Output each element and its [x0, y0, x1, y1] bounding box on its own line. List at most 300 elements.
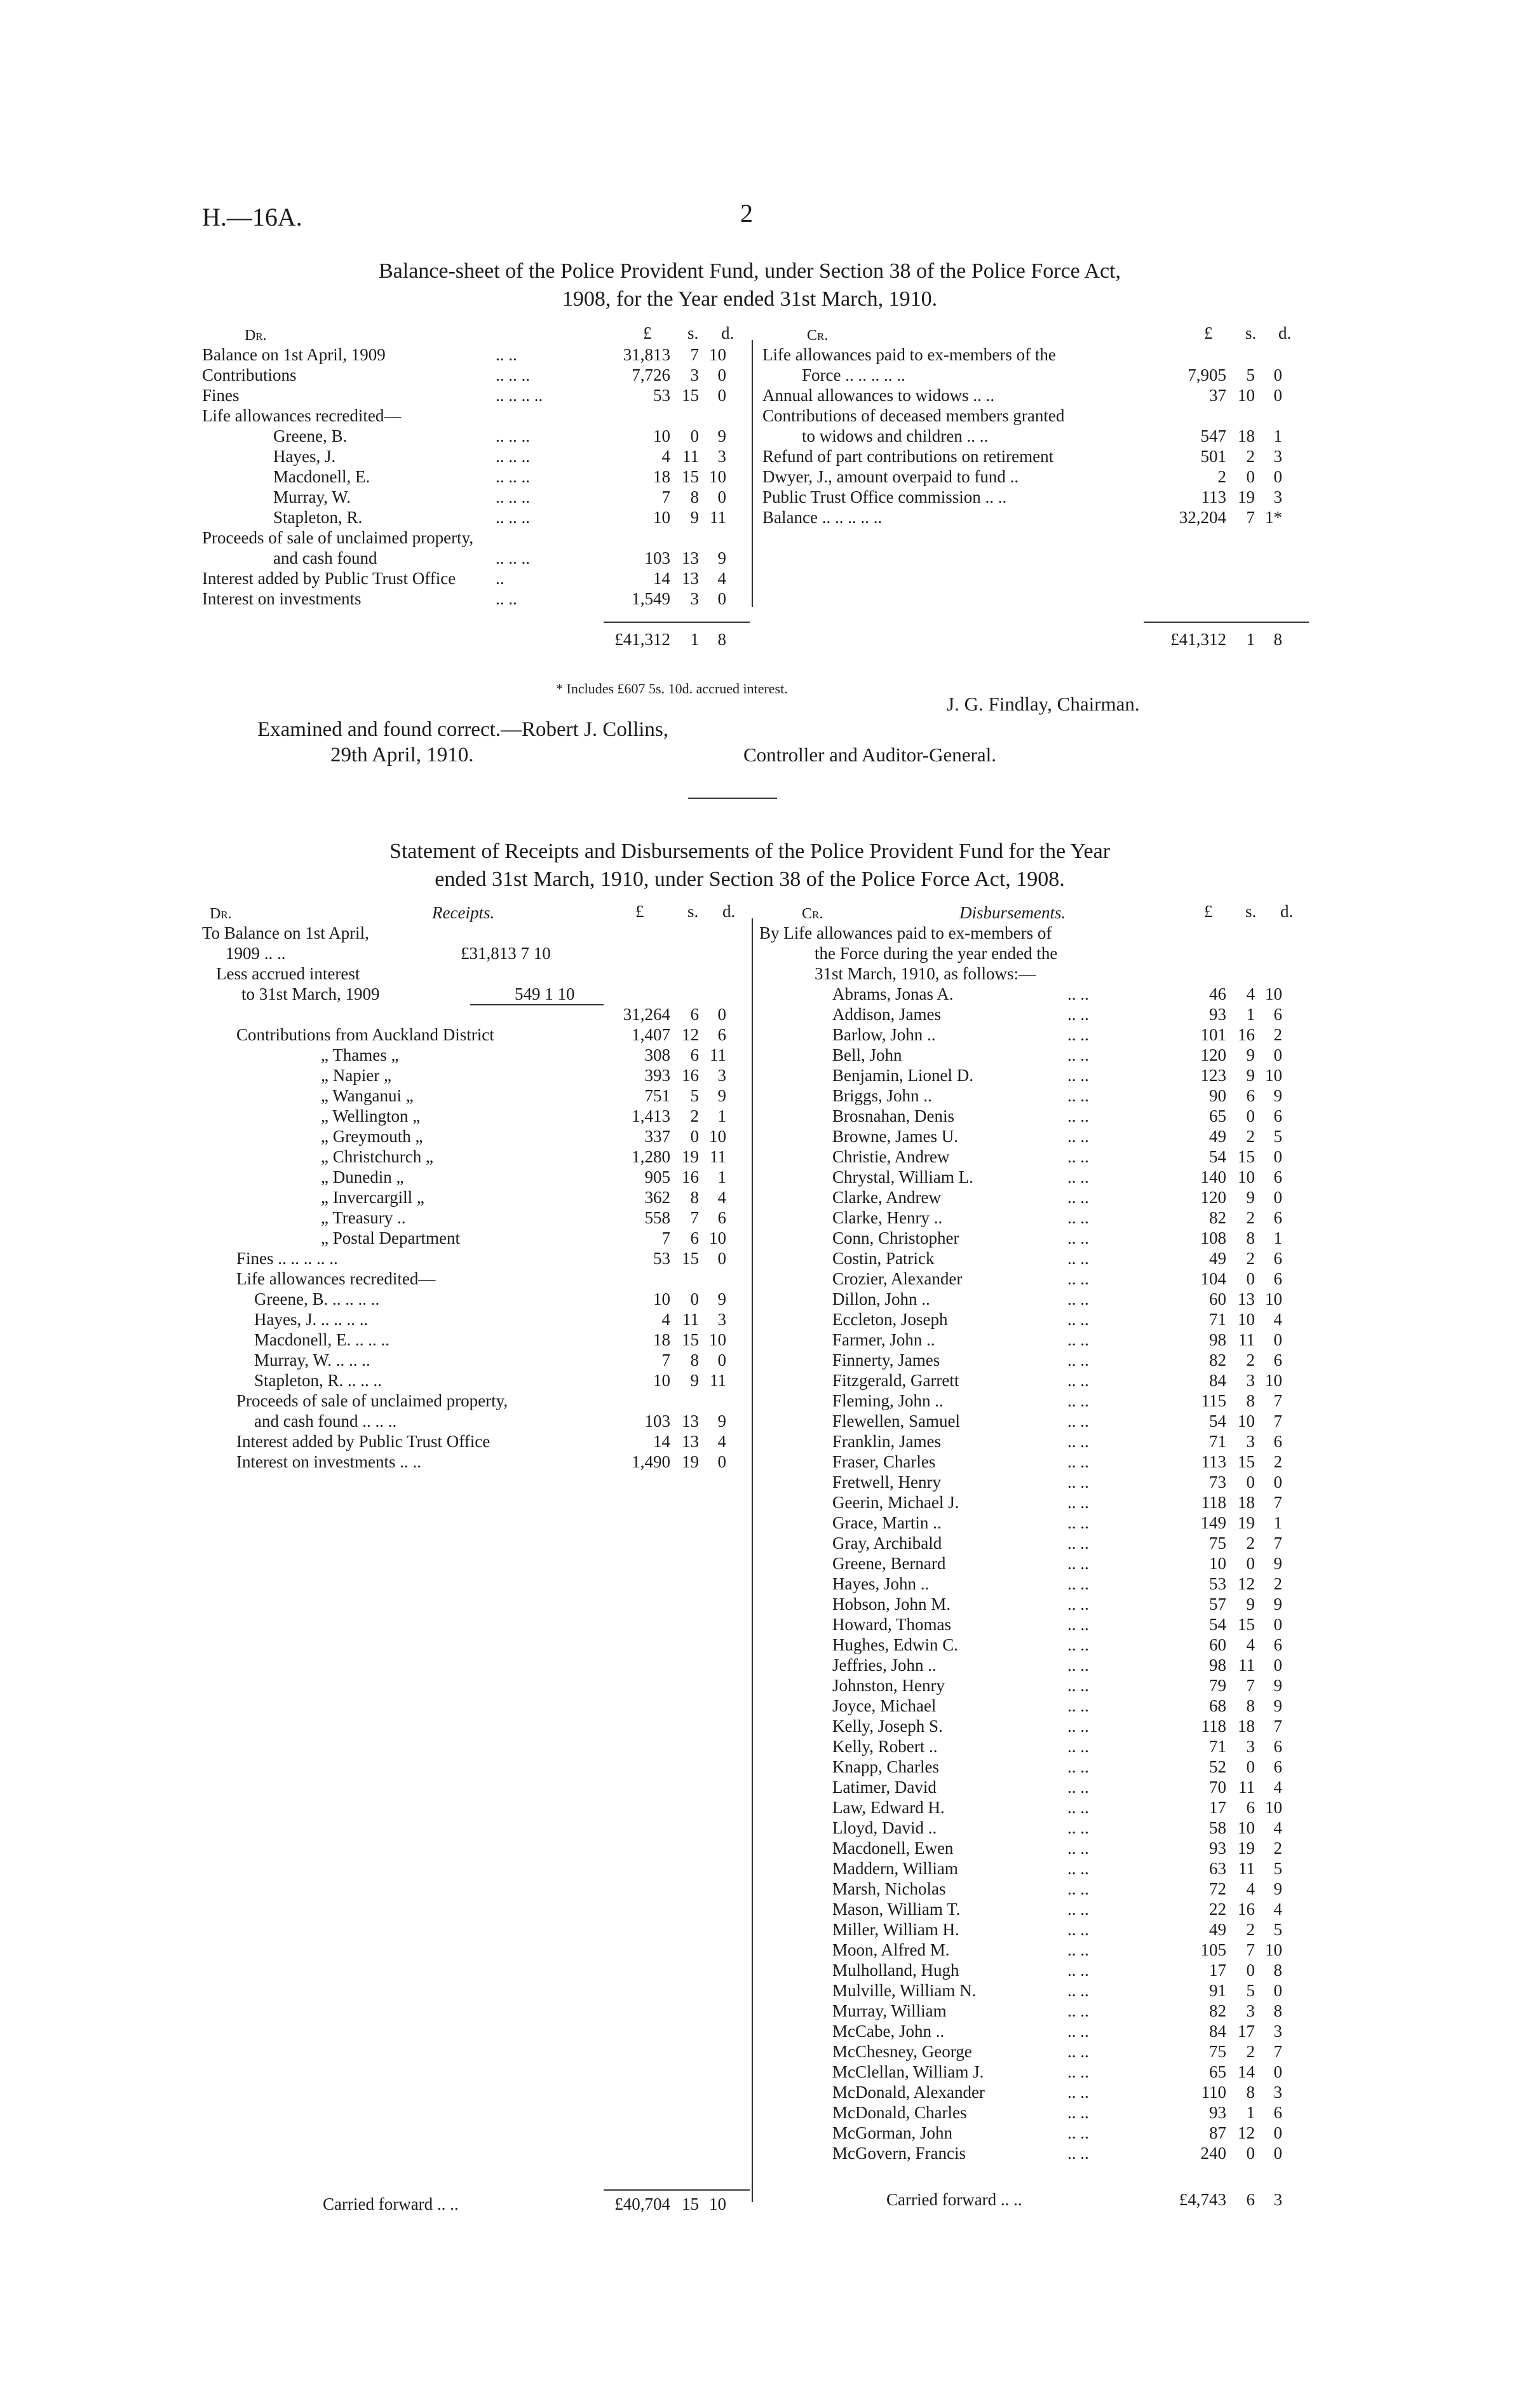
disbursement-dots: .. ..: [1067, 1940, 1089, 1959]
disbursement-shillings: 11: [1238, 1859, 1255, 1878]
disbursement-pence: 0: [1273, 1656, 1282, 1675]
disbursement-pounds: 115: [1201, 1391, 1226, 1410]
cr-total-shillings: 1: [1246, 630, 1255, 649]
receipt-row-label: and cash found .. .. ..: [254, 1411, 397, 1431]
disbursement-pounds: 46: [1209, 984, 1226, 1003]
receipt-row-pounds: 53: [653, 1249, 670, 1268]
disb-intro-line: 31st March, 1910, as follows:—: [815, 964, 1036, 983]
receipt-row-pounds: 7: [661, 1228, 670, 1248]
disbursement-pounds: 49: [1209, 1249, 1226, 1268]
dr-row-shillings: 0: [690, 426, 699, 446]
receipt-row-pence: 10: [709, 1330, 726, 1349]
cr-row-pence: 0: [1273, 386, 1282, 405]
st-dr-label: Dr.: [210, 906, 232, 922]
disbursement-dots: .. ..: [1067, 1595, 1089, 1614]
disbursement-pounds: 10: [1209, 1554, 1226, 1573]
disbursement-dots: .. ..: [1067, 1737, 1089, 1756]
receipt-row-pence: 1: [717, 1106, 726, 1126]
disbursement-pounds: 53: [1209, 1574, 1226, 1593]
disbursement-pence: 9: [1273, 1554, 1282, 1573]
dr-row-dots: .. ..: [496, 345, 517, 364]
disbursement-shillings: 19: [1238, 1839, 1255, 1858]
disbursement-dots: .. ..: [1067, 1391, 1089, 1410]
auditor: Controller and Auditor-General.: [743, 744, 996, 766]
dr-row-label: Greene, B.: [273, 426, 348, 446]
footnote: * Includes £607 5s. 10d. accrued interest.: [556, 681, 788, 697]
dr-row-pounds: 1,549: [632, 589, 670, 608]
disbursement-name: McDonald, Alexander: [832, 2083, 985, 2102]
receipt-row-pounds: 393: [644, 1066, 670, 1085]
dr-row-pence: 0: [717, 386, 726, 405]
cr-row-label: Life allowances paid to ex-members of the: [762, 345, 1056, 364]
receipt-row-shillings: 13: [682, 1411, 699, 1431]
disbursement-name: Kelly, Joseph S.: [832, 1717, 943, 1736]
cr-row-pence: 0: [1273, 365, 1282, 384]
document-ref: H.—16A.: [202, 203, 302, 231]
receipt-row-shillings: 13: [682, 1432, 699, 1451]
receipt-row-pounds: 905: [644, 1167, 670, 1187]
receipt-row-pounds: 14: [653, 1432, 670, 1451]
receipt-row-label: „ Treasury ..: [321, 1208, 406, 1227]
disbursement-name: Costin, Patrick: [832, 1249, 935, 1268]
cr-row-shillings: 7: [1246, 508, 1255, 527]
cr-row-shillings: 10: [1238, 386, 1255, 405]
disbursement-pounds: 71: [1209, 1737, 1226, 1756]
disbursement-dots: .. ..: [1067, 1574, 1089, 1593]
disbursement-shillings: 0: [1246, 1757, 1255, 1776]
disbursement-dots: .. ..: [1067, 1534, 1089, 1553]
disbursement-pounds: 105: [1200, 1940, 1226, 1959]
disbursement-pence: 7: [1273, 1534, 1282, 1553]
dr-row-pence: 10: [709, 345, 726, 364]
disbursement-dots: .. ..: [1067, 1086, 1089, 1105]
receipt-row-pounds: 10: [653, 1371, 670, 1390]
disbursement-name: McCabe, John ..: [832, 2022, 945, 2041]
disbursement-dots: .. ..: [1067, 1473, 1089, 1492]
disbursement-pence: 6: [1273, 1208, 1282, 1227]
dr-row-pounds: 7: [661, 487, 670, 507]
dr-total-pounds: £41,312: [614, 630, 670, 649]
disbursement-shillings: 4: [1246, 1635, 1255, 1654]
disbursement-pounds: 75: [1209, 2042, 1226, 2061]
disbursement-dots: .. ..: [1067, 1147, 1089, 1166]
dr-row-pence: 11: [710, 508, 726, 527]
disbursement-name: Flewellen, Samuel: [832, 1411, 960, 1431]
disbursement-shillings: 2: [1246, 1208, 1255, 1227]
cr-row-pounds: 501: [1200, 447, 1226, 466]
disbursement-pounds: 63: [1209, 1859, 1226, 1878]
disbursement-name: Mulholland, Hugh: [832, 1961, 959, 1980]
carried-left-pence: 10: [709, 2194, 726, 2214]
cr-row-pence: 1*: [1265, 508, 1282, 527]
receipt-row-shillings: 11: [682, 1310, 699, 1329]
disbursement-pounds: 54: [1209, 1147, 1226, 1166]
cr-row-label: Contributions of deceased members granted: [762, 406, 1065, 425]
disbursement-dots: .. ..: [1067, 1411, 1089, 1431]
dr-row-dots: .. .. ..: [496, 467, 530, 486]
disbursement-dots: .. ..: [1067, 1188, 1089, 1207]
disbursement-pence: 4: [1273, 1818, 1282, 1837]
disbursement-shillings: 4: [1246, 1879, 1255, 1898]
dr-label: Dr.: [245, 327, 267, 344]
disbursement-pounds: 82: [1209, 2001, 1226, 2020]
receipt-row-pence: 11: [710, 1147, 726, 1166]
receipt-row-label: „ Postal Department: [321, 1228, 460, 1248]
disbursement-pence: 9: [1273, 1676, 1282, 1695]
disbursement-name: McClellan, William J.: [832, 2062, 984, 2081]
receipt-row-pence: 6: [717, 1025, 726, 1044]
st-col-pence: d.: [722, 902, 736, 921]
cr-row-label: Balance .. .. .. .. ..: [762, 508, 883, 527]
disbursement-shillings: 9: [1246, 1595, 1255, 1614]
carried-left-pounds: £40,704: [614, 2194, 670, 2214]
disbursement-shillings: 3: [1246, 1371, 1255, 1390]
disbursement-dots: .. ..: [1067, 1798, 1089, 1817]
dr-row-pence: 0: [717, 589, 726, 608]
disbursement-pounds: 65: [1209, 1106, 1226, 1126]
cr-row-pounds: 2: [1217, 467, 1226, 486]
disbursement-name: Kelly, Robert ..: [832, 1737, 938, 1756]
disbursement-pounds: 49: [1209, 1920, 1226, 1939]
st-col-divider: [752, 918, 753, 2202]
receipt-row-shillings: 6: [690, 1228, 699, 1248]
disbursement-shillings: 2: [1246, 1920, 1255, 1939]
disbursement-dots: .. ..: [1067, 1493, 1089, 1512]
disbursement-shillings: 7: [1246, 1676, 1255, 1695]
st-cr-label: Cr.: [802, 906, 823, 922]
dr-row-pence: 4: [717, 569, 726, 588]
disbursement-shillings: 9: [1246, 1066, 1255, 1085]
st-col-shillings: s.: [687, 902, 699, 921]
disbursement-name: Crozier, Alexander: [832, 1269, 963, 1288]
disbursement-shillings: 1: [1246, 1005, 1255, 1024]
disbursement-name: Fretwell, Henry: [832, 1473, 941, 1492]
disbursement-pence: 0: [1273, 1045, 1282, 1065]
dr-row-pounds: 103: [644, 548, 670, 568]
disbursement-pence: 1: [1273, 1228, 1282, 1248]
dr-row-label: and cash found: [273, 548, 377, 568]
receipt-row-pounds: 10: [653, 1289, 670, 1309]
disbursement-pounds: 140: [1200, 1167, 1226, 1187]
cr-total-pence: 8: [1273, 630, 1282, 649]
receipt-row-shillings: 8: [690, 1188, 699, 1207]
disbursement-name: Bell, John: [832, 1045, 902, 1065]
disbursement-pounds: 120: [1200, 1045, 1226, 1065]
disbursement-pounds: 57: [1209, 1595, 1226, 1614]
disbursement-shillings: 8: [1246, 1391, 1255, 1410]
cr-row-pounds: 37: [1209, 386, 1226, 405]
disbursement-shillings: 0: [1246, 1554, 1255, 1573]
disbursement-dots: .. ..: [1067, 1961, 1089, 1980]
disbursement-pounds: 101: [1200, 1025, 1226, 1044]
receipt-row-pence: 1: [717, 1167, 726, 1187]
dr-row-dots: .. .. ..: [496, 487, 530, 507]
receipt-row-pence: 6: [717, 1208, 726, 1227]
receipt-row-pounds: 558: [644, 1208, 670, 1227]
dr-row-label: Life allowances recredited—: [202, 406, 402, 425]
disbursement-shillings: 18: [1238, 1717, 1255, 1736]
disbursement-shillings: 19: [1238, 1513, 1255, 1532]
disbursement-name: Marsh, Nicholas: [832, 1879, 946, 1898]
disbursement-pounds: 54: [1209, 1411, 1226, 1431]
disbursement-pounds: 118: [1201, 1717, 1226, 1736]
cr-row-pence: 3: [1273, 487, 1282, 507]
disbursement-dots: .. ..: [1067, 1635, 1089, 1654]
disbursement-pounds: 123: [1200, 1066, 1226, 1085]
disbursement-name: Johnston, Henry: [832, 1676, 945, 1695]
dr-row-pence: 10: [709, 467, 726, 486]
receipt-row-shillings: 19: [682, 1147, 699, 1166]
disbursement-shillings: 8: [1246, 2083, 1255, 2102]
balance-sheet-title-line-1: Balance-sheet of the Police Provident Fund, under Section 38 of the Police Force Act,: [378, 259, 1121, 283]
receipt-row-shillings: 9: [690, 1371, 699, 1390]
disbursement-pence: 6: [1273, 1350, 1282, 1370]
disbursement-dots: .. ..: [1067, 2103, 1089, 2122]
receipt-row-shillings: 8: [690, 1350, 699, 1370]
disbursement-pounds: 17: [1209, 1961, 1226, 1980]
disbursement-dots: .. ..: [1067, 1269, 1089, 1288]
receipt-row-shillings: 0: [690, 1127, 699, 1146]
disbursement-pence: 6: [1273, 1269, 1282, 1288]
receipts-label: Receipts.: [432, 903, 495, 922]
disbursement-name: Eccleton, Joseph: [832, 1310, 948, 1329]
receipt-row-label: „ Thames „: [321, 1045, 399, 1065]
disbursement-dots: .. ..: [1067, 1778, 1089, 1797]
disbursement-shillings: 0: [1246, 2144, 1255, 2163]
disbursement-shillings: 9: [1246, 1188, 1255, 1207]
disbursement-name: Addison, James: [832, 1005, 941, 1024]
disbursement-dots: .. ..: [1067, 1249, 1089, 1268]
disbursement-name: Macdonell, Ewen: [832, 1839, 954, 1858]
disbursement-shillings: 6: [1246, 1798, 1255, 1817]
disbursement-pounds: 90: [1209, 1086, 1226, 1105]
receipt-row-pence: 9: [717, 1086, 726, 1105]
disbursement-shillings: 0: [1246, 1269, 1255, 1288]
disbursement-dots: .. ..: [1067, 1330, 1089, 1349]
dr-row-label: Balance on 1st April, 1909: [202, 345, 386, 364]
dr-row-dots: .. .. ..: [496, 548, 530, 568]
disbursement-name: Maddern, William: [832, 1859, 958, 1878]
col-pence: d.: [721, 323, 734, 343]
cr-total-rule: [1144, 622, 1309, 623]
disbursement-pence: 0: [1273, 1981, 1282, 2000]
disbursement-shillings: 2: [1246, 1249, 1255, 1268]
disbursement-name: Clarke, Henry ..: [832, 1208, 943, 1227]
receipt-row-label: Life allowances recredited—: [236, 1269, 436, 1288]
disbursement-pence: 3: [1273, 2083, 1282, 2102]
receipt-row-label: „ Napier „: [321, 1066, 391, 1085]
disbursement-shillings: 15: [1238, 1452, 1255, 1471]
disbursement-pounds: 65: [1209, 2062, 1226, 2081]
disbursement-name: Browne, James U.: [832, 1127, 958, 1146]
disbursement-pounds: 240: [1200, 2144, 1226, 2163]
receipt-row-label: Interest added by Public Trust Office: [236, 1432, 491, 1451]
cr-col-pounds: £: [1204, 323, 1213, 343]
carried-left-shillings: 15: [682, 2194, 699, 2214]
disbursement-name: Fleming, John ..: [832, 1391, 944, 1410]
disbursement-dots: .. ..: [1067, 2062, 1089, 2081]
receipt-row-pence: 9: [717, 1411, 726, 1431]
disbursement-pounds: 149: [1200, 1513, 1226, 1532]
disbursement-name: Greene, Bernard: [832, 1554, 946, 1573]
cr-col-shillings: s.: [1245, 323, 1257, 343]
disbursements-label: Disbursements.: [959, 903, 1066, 922]
disbursement-dots: .. ..: [1067, 1879, 1089, 1898]
disbursement-dots: .. ..: [1067, 1228, 1089, 1248]
disbursement-pence: 2: [1273, 1452, 1282, 1471]
disbursement-dots: .. ..: [1067, 1045, 1089, 1065]
disbursement-shillings: 15: [1238, 1615, 1255, 1634]
disbursement-pounds: 108: [1200, 1228, 1226, 1248]
disbursement-dots: .. ..: [1067, 1839, 1089, 1858]
disbursement-dots: .. ..: [1067, 1757, 1089, 1776]
disbursement-pence: 6: [1273, 1249, 1282, 1268]
col-pounds: £: [643, 323, 652, 343]
disbursement-shillings: 0: [1246, 1961, 1255, 1980]
disbursement-name: McGovern, Francis: [832, 2144, 966, 2163]
disbursement-name: Mason, William T.: [832, 1900, 961, 1919]
disbursement-name: Knapp, Charles: [832, 1757, 939, 1776]
disbursement-pence: 5: [1273, 1127, 1282, 1146]
disbursement-dots: .. ..: [1067, 1554, 1089, 1573]
receipt-row-shillings: 7: [690, 1208, 699, 1227]
receipt-row-shillings: 6: [690, 1045, 699, 1065]
disbursement-name: Conn, Christopher: [832, 1228, 959, 1248]
disbursement-name: Grace, Martin ..: [832, 1513, 942, 1532]
disbursement-dots: .. ..: [1067, 1310, 1089, 1329]
receipt-row-pence: 11: [710, 1045, 726, 1065]
dr-row-pence: 0: [717, 365, 726, 384]
disbursement-pence: 10: [1265, 1940, 1282, 1959]
dr-row-shillings: 11: [682, 447, 699, 466]
disbursement-pence: 10: [1265, 1371, 1282, 1390]
disbursement-pence: 6: [1273, 1737, 1282, 1756]
dr-row-label: Fines: [202, 386, 240, 405]
disbursement-dots: .. ..: [1067, 1025, 1089, 1044]
cr-row-shillings: 19: [1238, 487, 1255, 507]
disbursement-pence: 0: [1273, 2123, 1282, 2142]
disbursement-pence: 8: [1273, 2001, 1282, 2020]
disbursement-name: Geerin, Michael J.: [832, 1493, 959, 1512]
disbursement-dots: .. ..: [1067, 1127, 1089, 1146]
disbursement-pounds: 79: [1209, 1676, 1226, 1695]
disbursement-dots: .. ..: [1067, 1289, 1089, 1309]
cr-row-pence: 1: [1273, 426, 1282, 446]
dr-row-shillings: 7: [690, 345, 699, 364]
disbursement-pence: 6: [1273, 1432, 1282, 1451]
disbursement-shillings: 11: [1238, 1656, 1255, 1675]
receipt-row-pence: 0: [717, 1452, 726, 1471]
disbursement-pounds: 54: [1209, 1615, 1226, 1634]
disbursement-name: Howard, Thomas: [832, 1615, 951, 1634]
disbursement-pounds: 73: [1209, 1473, 1226, 1492]
opening-interest: 549 1 10: [515, 984, 575, 1003]
receipt-row-pence: 10: [709, 1228, 726, 1248]
dr-row-label: Interest added by Public Trust Office: [202, 569, 456, 588]
disbursement-pounds: 87: [1209, 2123, 1226, 2142]
receipt-row-label: „ Greymouth „: [321, 1127, 423, 1146]
balance-sheet-title: [191, 257, 1309, 313]
disbursement-pence: 7: [1273, 1717, 1282, 1736]
disbursement-pence: 10: [1265, 1066, 1282, 1085]
disbursement-shillings: 8: [1246, 1228, 1255, 1248]
disbursement-shillings: 17: [1238, 2022, 1255, 2041]
disbursement-shillings: 5: [1246, 1981, 1255, 2000]
disbursement-pounds: 82: [1209, 1208, 1226, 1227]
disbursement-name: Gray, Archibald: [832, 1534, 942, 1553]
disbursement-pounds: 93: [1209, 1839, 1226, 1858]
disbursement-pence: 6: [1273, 1635, 1282, 1654]
disbursement-dots: .. ..: [1067, 984, 1089, 1003]
disbursement-name: Clarke, Andrew: [832, 1188, 941, 1207]
dr-row-shillings: 3: [690, 589, 699, 608]
disbursement-shillings: 14: [1238, 2062, 1255, 2081]
disbursement-dots: .. ..: [1067, 1859, 1089, 1878]
opening-rule: [470, 1004, 604, 1005]
disbursement-name: Barlow, John ..: [832, 1025, 936, 1044]
disbursement-shillings: 11: [1238, 1330, 1255, 1349]
disbursement-pence: 0: [1273, 1473, 1282, 1492]
disbursement-pence: 9: [1273, 1086, 1282, 1105]
dr-row-shillings: 9: [690, 508, 699, 527]
disbursement-pence: 6: [1273, 1005, 1282, 1024]
receipt-row-shillings: 15: [682, 1249, 699, 1268]
disbursement-pence: 0: [1273, 1188, 1282, 1207]
disbursement-pounds: 118: [1201, 1493, 1226, 1512]
disbursement-pounds: 113: [1201, 1452, 1226, 1471]
receipt-row-shillings: 5: [690, 1086, 699, 1105]
disbursement-dots: .. ..: [1067, 1513, 1089, 1532]
receipt-row-label: Murray, W. .. .. ..: [254, 1350, 370, 1370]
disbursement-pence: 10: [1265, 984, 1282, 1003]
statement-title: [191, 838, 1309, 894]
disbursement-dots: .. ..: [1067, 1452, 1089, 1471]
dr-row-dots: ..: [496, 569, 504, 588]
disbursement-name: Murray, William: [832, 2001, 947, 2020]
dr-row-pounds: 10: [653, 426, 670, 446]
opening-line-4: to 31st March, 1909: [241, 984, 380, 1003]
disbursement-pounds: 75: [1209, 1534, 1226, 1553]
disbursement-name: Lloyd, David ..: [832, 1818, 937, 1837]
dr-row-shillings: 8: [690, 487, 699, 507]
disbursement-dots: .. ..: [1067, 1818, 1089, 1837]
audit-date: 29th April, 1910.: [330, 744, 474, 766]
disbursement-pounds: 110: [1201, 2083, 1226, 2102]
disbursement-pence: 5: [1273, 1859, 1282, 1878]
dr-row-label: Hayes, J.: [273, 447, 336, 466]
receipt-row-label: „ Christchurch „: [321, 1147, 433, 1166]
disbursement-pence: 6: [1273, 1757, 1282, 1776]
disbursement-pounds: 84: [1209, 2022, 1226, 2041]
disbursement-shillings: 6: [1246, 1086, 1255, 1105]
disbursement-pence: 4: [1273, 1778, 1282, 1797]
disbursement-pence: 0: [1273, 1147, 1282, 1166]
disbursement-shillings: 0: [1246, 1473, 1255, 1492]
disbursement-pence: 4: [1273, 1310, 1282, 1329]
receipt-row-pence: 0: [717, 1350, 726, 1370]
disbursement-pence: 9: [1273, 1879, 1282, 1898]
cr-row-label: to widows and children .. ..: [802, 426, 989, 446]
dr-row-shillings: 13: [682, 569, 699, 588]
cr-row-label: Force .. .. .. .. ..: [802, 365, 905, 384]
opening-net-shillings: 6: [690, 1005, 699, 1024]
disbursement-dots: .. ..: [1067, 1005, 1089, 1024]
disbursement-dots: .. ..: [1067, 2022, 1089, 2041]
disbursement-name: Christie, Andrew: [832, 1147, 950, 1166]
dr-row-shillings: 13: [682, 548, 699, 568]
disbursement-dots: .. ..: [1067, 1350, 1089, 1370]
disbursement-dots: .. ..: [1067, 1676, 1089, 1695]
